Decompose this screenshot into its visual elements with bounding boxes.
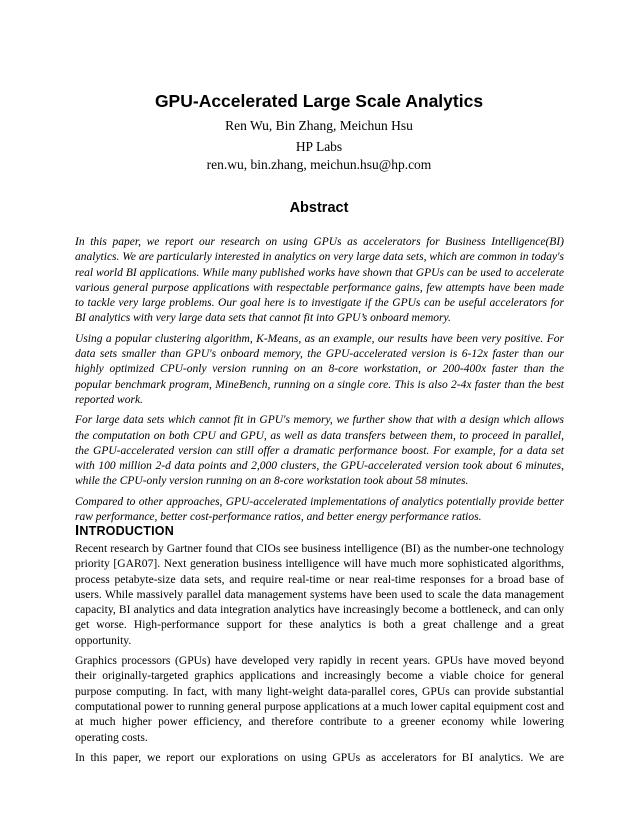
abstract-body [75, 235, 564, 530]
introduction-heading-rest: NTRODUCTION [79, 524, 174, 538]
introduction-body [75, 541, 564, 770]
abstract-paragraph-1: In this paper, we report our research on using GPUs as accelerators for Business Intelligence(BI) analytics. We are particularly interested in analytics on very large data sets, which are common in today's real world BI applications. While many published works have shown that GPUs can be used to accelerate various general purpose applications with respectable performance gains, few attempts have been made to tackle very large problems. Our goal here is to investigate if the GPUs can be useful accelerators for BI analytics with very large data sets that cannot fit into GPU’s onboard memory. [75, 236, 564, 325]
paper-email: ren.wu, bin.zhang, meichun.hsu@hp.com [206, 157, 432, 172]
abstract-paragraph-4: Compared to other approaches, GPU-accelerated implementations of analytics potentially provide better raw performance, better cost-performance ratios, and better energy performance ratios. [75, 495, 564, 524]
abstract-paragraph-3: For large data sets which cannot fit in GPU's memory, we further show that with a design which allows the computation on both CPU and GPU, as well as data transfers between them, to proceed in parallel, the GPU-accelerated version can still offer a dramatic performance boost. For example, for a data set with 100 million 2-d data points and 2,000 clusters, the GPU-accelerated version took about 6 minutes, while the CPU-only version running on an 8-core workstation took about 58 minutes. [75, 414, 564, 488]
introduction-paragraph-1: Recent research by Gartner found that CIOs see business intelligence (BI) as the number-one technology priority [GAR07]. Next generation business intelligence will have much more sophisticated algorithms, process petabyte-size data sets, and require real-time or near real-time responses for a broad base of users. While massively parallel data management systems have been used to scale the data management capacity, BI analytics and data integration analytics have increasingly become a bottleneck, and can only get worse. High-performance support for these analytics is both a great challenge and a great opportunity. [75, 542, 564, 647]
paper-affiliation: HP Labs [295, 139, 343, 154]
introduction-heading [75, 523, 174, 539]
introduction-heading-initial: I [75, 522, 80, 539]
paper-authors: Ren Wu, Bin Zhang, Meichun Hsu [225, 118, 413, 133]
introduction-paragraph-2: Graphics processors (GPUs) have developed very rapidly in recent years. GPUs have moved beyond their originally-targeted graphics applications and increasingly become a viable choice for general purpose computing. In fact, with many light-weight data-parallel cores, GPUs can provide substantial computational power to running general purpose applications at a much lower capital equipment cost and at much higher power efficiency, and therefore contribute to a greener economy while lowering operating costs. [75, 654, 564, 744]
abstract-paragraph-2: Using a popular clustering algorithm, K-Means, as an example, our results have been very positive. For data sets smaller than GPU's onboard memory, the GPU-accelerated version is 6-12x faster than our highly optimized CPU-only version running on an 8-core workstation, or 200-400x faster than the popular benchmark program, MineBench, running on a single core. This is also 2-4x faster than the best reported work. [75, 332, 564, 406]
introduction-paragraph-3: In this paper, we report our explorations on using GPUs as accelerators for BI analytics. We are [75, 750, 564, 764]
abstract-heading: Abstract [289, 200, 349, 216]
paper-title: GPU-Accelerated Large Scale Analytics [154, 91, 484, 111]
